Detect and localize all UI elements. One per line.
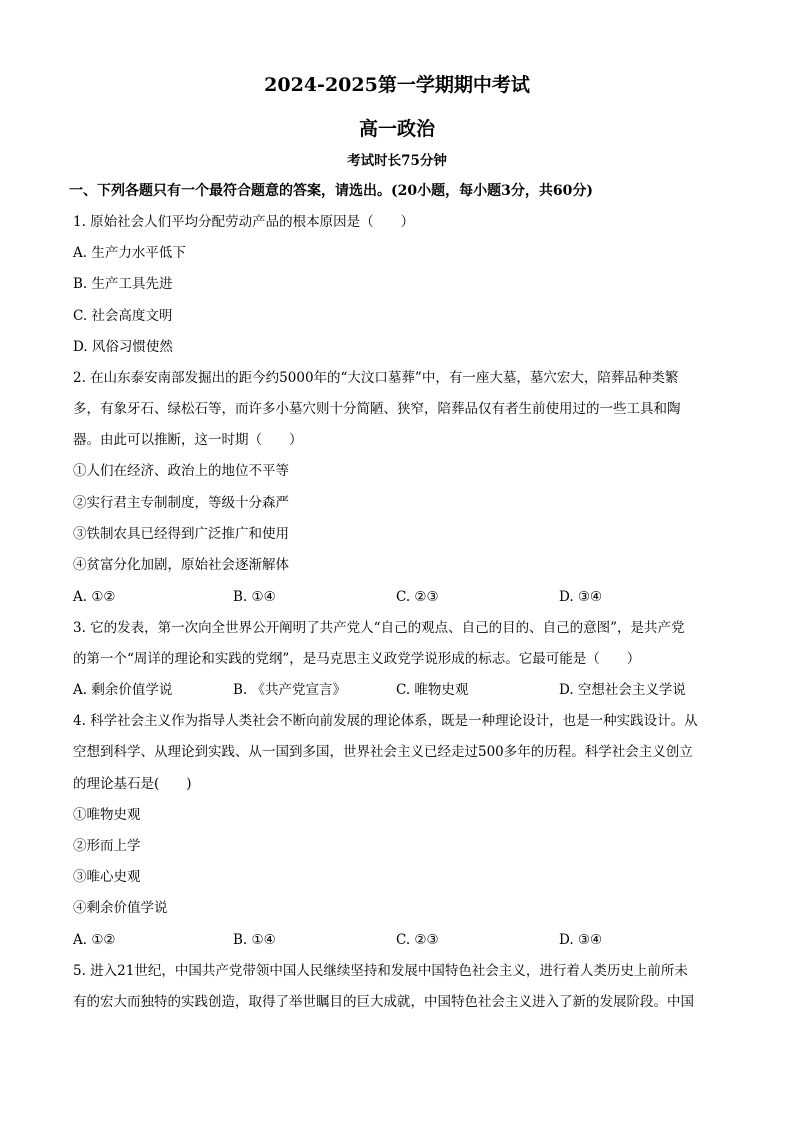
- question-4-line-2: 空想到科学、从理论到实践、从一国到多国，世界社会主义已经走过500多年的历程。科学社会主义创立: [73, 744, 693, 760]
- section-heading: 一、下列各题只有一个最符合题意的答案，请选出。(20小题，每小题3分，共60分): [69, 183, 593, 199]
- question-4-options: [73, 931, 733, 949]
- question-5-line-2: 有的宏大而独特的实践创造，取得了举世瞩目的巨大成就，中国特色社会主义进入了新的发展阶段。中国: [73, 994, 694, 1010]
- question-1-option-d: D. 风俗习惯使然: [73, 339, 173, 355]
- question-1-option-b: B. 生产工具先进: [73, 276, 173, 292]
- question-2-line-1: 2. 在山东泰安南部发掘出的距今约5000年的“大汶口墓葬”中，有一座大墓，墓穴宏大，陪葬品种类繁: [73, 370, 679, 386]
- question-4-line-1: 4. 科学社会主义作为指导人类社会不断向前发展的理论体系，既是一种理论设计，也是一种实践设计。从: [73, 713, 698, 729]
- question-3-option-c: C. 唯物史观: [396, 682, 469, 698]
- question-3-option-d: D. 空想社会主义学说: [559, 682, 686, 698]
- question-1-stem: 1. 原始社会人们平均分配劳动产品的根本原因是（ ）: [73, 214, 415, 230]
- question-4-option-d: D. ③④: [559, 932, 603, 948]
- question-4-item-4: ④剩余价值学说: [73, 900, 168, 916]
- question-4-item-2: ②形而上学: [73, 838, 141, 854]
- question-4-option-b: B. ①④: [233, 932, 276, 948]
- question-3-option-a: A. 剩余价值学说: [73, 682, 173, 698]
- question-2-item-1: ①人们在经济、政治上的地位不平等: [73, 463, 289, 479]
- question-2-line-3: 器。由此可以推断，这一时期（ ）: [73, 432, 303, 448]
- exam-duration: 考试时长75分钟: [347, 153, 447, 169]
- question-2-item-3: ③铁制农具已经得到广泛推广和使用: [73, 526, 289, 542]
- question-3-line-2: 的第一个“周详的理论和实践的党纲”，是马克思主义政党学说形成的标志。它最可能是（ ）: [73, 651, 641, 667]
- question-3-option-b: B. 《共产党宣言》: [233, 682, 347, 698]
- question-4-option-a: A. ①②: [73, 932, 116, 948]
- question-4-item-3: ③唯心史观: [73, 869, 141, 885]
- question-5-line-1: 5. 进入21世纪，中国共产党带领中国人民继续坚持和发展中国特色社会主义，进行着人类历史上前所未: [73, 963, 688, 979]
- exam-subject: 高一政治: [358, 118, 435, 140]
- question-1-option-a: A. 生产力水平低下: [73, 245, 186, 261]
- question-2-item-4: ④贫富分化加剧，原始社会逐渐解体: [73, 557, 289, 573]
- question-2-options: [73, 588, 733, 606]
- question-3-options: [73, 681, 733, 699]
- question-2-option-b: B. ①④: [233, 589, 276, 605]
- question-4-line-3: 的理论基石是( ): [73, 776, 192, 792]
- exam-title: 2024-2025第一学期期中考试: [264, 74, 530, 96]
- question-2-line-2: 多，有象牙石、绿松石等，而许多小墓穴则十分简陋、狭窄，陪葬品仅有者生前使用过的一些工具和陶: [73, 401, 681, 417]
- question-4-item-1: ①唯物史观: [73, 807, 141, 823]
- question-2-item-2: ②实行君主专制制度，等级十分森严: [73, 495, 289, 511]
- question-2-option-c: C. ②③: [396, 589, 439, 605]
- question-3-line-1: 3. 它的发表，第一次向全世界公开阐明了共产党人“自己的观点、自己的目的、自己的意图”，是共产党: [73, 620, 685, 636]
- question-2-option-a: A. ①②: [73, 589, 116, 605]
- question-2-option-d: D. ③④: [559, 589, 603, 605]
- question-1-option-c: C. 社会高度文明: [73, 308, 173, 324]
- question-4-option-c: C. ②③: [396, 932, 439, 948]
